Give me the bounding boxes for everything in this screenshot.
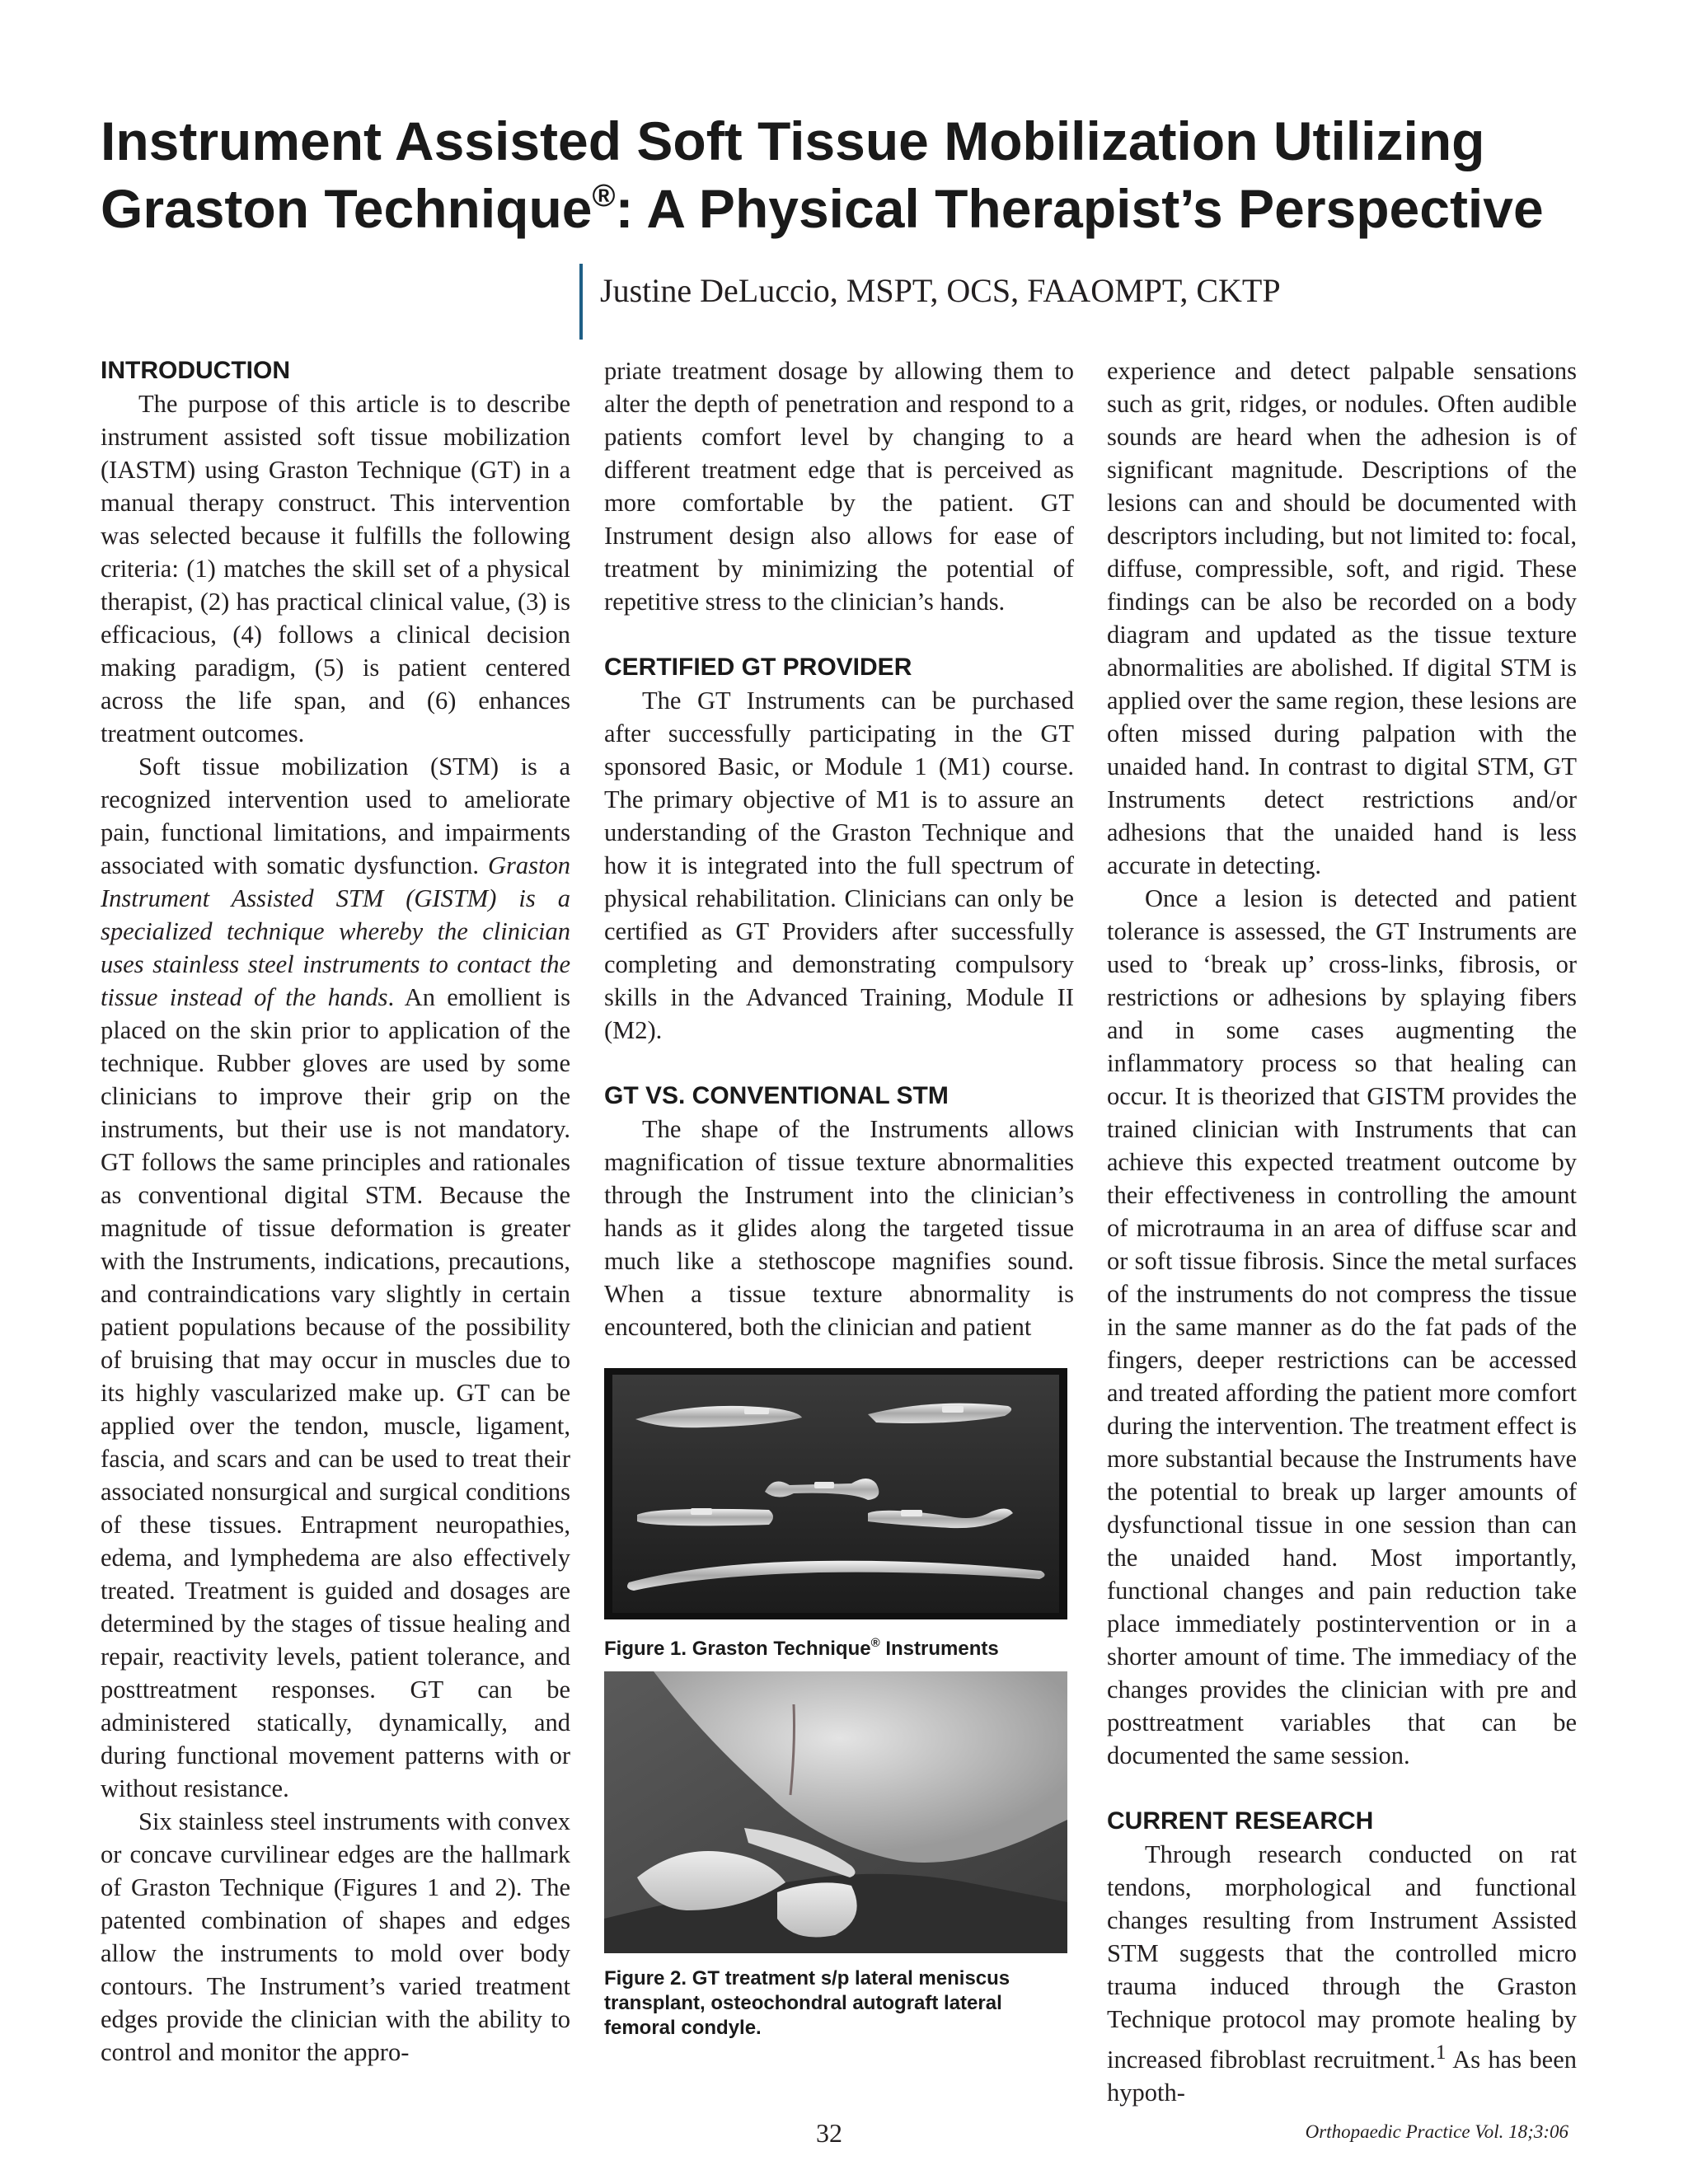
paragraph-text: Soft tissue mobilization (STM) is a recognized intervention used to ameliorate pain, functional limitations, and impairments associated with somatic dysfunction. — [101, 752, 570, 879]
section-heading-current-research: CURRENT RESEARCH — [1107, 1807, 1374, 1835]
column-1 — [101, 354, 570, 2069]
figure-1-image — [604, 1368, 1067, 1619]
italic-definition: Graston Instrument Assisted STM (GISTM) is a specialized technique whereby the clinician uses stainless steel instruments to contact the tissue instead of the hands — [101, 851, 570, 1011]
registered-mark: ® — [592, 179, 616, 213]
author-divider — [579, 264, 583, 340]
gt-treatment-photo — [604, 1671, 1067, 1953]
paragraph — [1107, 1838, 1577, 2109]
reference-marker: 1 — [1435, 2041, 1447, 2064]
paragraph-text: As has been hypoth- — [1107, 2046, 1577, 2107]
title-line-1: Instrument Assisted Soft Tissue Mobilization Utilizing — [101, 110, 1485, 171]
paragraph: The purpose of this article is to describe instrument assisted soft tissue mobilization (IASTM) using Graston Technique (GT) in a manual therapy construct. This intervention was selected because it fulfills the following criteria: (1) matches the skill set of a physical therapist, (2) has practical clinical value, (3) is efficacious, (4) follows a clinical decision making paradigm, (5) is patient centered across the life span, and (6) enhances treatment outcomes. — [101, 390, 570, 748]
paragraph — [101, 750, 570, 1805]
figure-2-image — [604, 1671, 1067, 1953]
paragraph: experience and detect palpable sensations such as grit, ridges, or nodules. Often audible sounds are heard when the adhesion is of significant magnitude. Descriptions of the lesions can and should be documented with descriptors including, but not limited to: focal, diffuse, compressible, soft, and rigid. These findings can be also be recorded on a body diagram and updated as the tissue texture abnormalities are abolished. If digital STM is applied over the same region, these lesions are often missed during palpation with the unaided hand. In contrast to digital STM, GT Instruments detect restrictions and/or adhesions that the unaided hand is less accurate in detecting. — [1107, 357, 1577, 879]
paragraph-text: Through research conducted on rat tendons, morphological and functional changes resulting from Instrument Assisted STM suggests that the controlled micro trauma induced through the Graston Technique protocol may promote healing by increased fibroblast recruitment. — [1107, 1840, 1577, 2074]
author-line: Justine DeLuccio, MSPT, OCS, FAAOMPT, CKTP — [600, 272, 1281, 309]
paragraph: The GT Instruments can be purchased after successfully participating in the GT sponsored Basic, or Module 1 (M1) course. The primary objective of M1 is to assure an understanding of the Graston Technique and how it is integrated into the full spectrum of physical rehabilitation. Clinicians can only be certified as GT Providers after successfully completing and demonstrating compulsory skills in the Advanced Training, Module II (M2). — [604, 687, 1074, 1044]
section-heading-gt-vs-conventional: GT VS. CONVENTIONAL STM — [604, 1082, 949, 1109]
paragraph-text: . An emollient is placed on the skin prior to application of the technique. Rubber gloves are used by some clinicians to improve their grip on the instruments, but their use is not mandatory. GT follows the same principles and rationales as conventional digital STM. Because the magnitude of tissue deformation is greater with the Instruments, indications, precautions, and contraindications vary slightly in certain patient populations because of the possibility of bruising that may occur in muscles due to its highly vascularized make up. GT can be applied over the tendon, muscle, ligament, fascia, and scars and can be used to treat their associated nonsurgical and surgical conditions of these tissues. Entrapment neuropathies, edema, and lymphedema are also effectively treated. Treatment is guided and dosages are determined by the stages of tissue healing and repair, reactivity levels, patient tolerance, and posttreatment responses. GT can be administered statically, dynamically, and during functional movement patterns with or without resistance. — [101, 983, 570, 1802]
column-3 — [1107, 354, 1577, 2109]
paragraph: Six stainless steel instruments with convex or concave curvilinear edges are the hallmark of Graston Technique (Figures 1 and 2). The patented combination of shapes and edges allow the instruments to mold over body contours. The Instrument’s varied treatment edges provide the clinician with the ability to control and monitor the appro- — [101, 1807, 570, 2066]
title-line-2-pre: Graston Technique — [101, 178, 593, 239]
paragraph: priate treatment dosage by allowing them to alter the depth of penetration and respond to a patients comfort level by changing to a different treatment edge that is perceived as more comfortable by the patient. GT Instrument design also allows for ease of treatment by minimizing the potential of repetitive stress to the clinician’s hands. — [604, 357, 1074, 616]
figure-1-caption — [604, 1637, 1074, 1661]
registered-mark: ® — [870, 1636, 880, 1650]
paragraph: The shape of the Instruments allows magnification of tissue texture abnormalities through the Instrument into the clinician’s hands as it glides along the targeted tissue much like a stethoscope magnifies sound. When a tissue texture abnormality is encountered, both the clinician and patient — [604, 1115, 1074, 1341]
paragraph: Once a lesion is detected and patient tolerance is assessed, the GT Instruments are used to ‘break up’ cross-links, fibrosis, or restrictions or adhesions by splaying fibers and in some cases augmenting the inflammatory process so that healing can occur. It is theorized that GISTM provides the trained clinician with Instruments that can achieve this expected treatment outcome by their effectiveness in controlling the amount of microtrauma in an area of diffuse scar and or soft tissue fibrosis. Since the metal surfaces of the instruments do not compress the tissue in the same manner as do the fat pads of the fingers, deeper restrictions can be accessed and treated affording the patient more comfort during the intervention. The treatment effect is more substantial because the Instruments have the potential to break up larger amounts of dysfunctional tissue in one session than can the unaided hand. Most importantly, functional changes and pain reduction take place immediately postintervention or in a shorter amount of time. The immediacy of the changes provides the clinician with pre and posttreatment variables that can be documented the same session. — [1107, 884, 1577, 1769]
graston-instruments-photo — [604, 1368, 1067, 1619]
column-2 — [604, 354, 1074, 1343]
title-line-2-post: : A Physical Therapist’s Perspective — [615, 178, 1544, 239]
section-heading-introduction: INTRODUCTION — [101, 357, 290, 384]
title-line-2 — [101, 175, 1601, 242]
article-title — [101, 107, 1601, 242]
journal-citation: Orthopaedic Practice Vol. 18;3:06 — [1305, 2121, 1568, 2142]
figure-2-caption: Figure 2. GT treatment s/p lateral meniscus transplant, osteochondral autograft lateral femoral condyle. — [604, 1967, 1010, 2039]
figure-1-caption-pre: Figure 1. Graston Technique — [604, 1638, 871, 1660]
section-heading-certified-provider: CERTIFIED GT PROVIDER — [604, 654, 912, 681]
page-number: 32 — [816, 2118, 842, 2148]
figure-1-caption-post: Instruments — [879, 1638, 999, 1660]
